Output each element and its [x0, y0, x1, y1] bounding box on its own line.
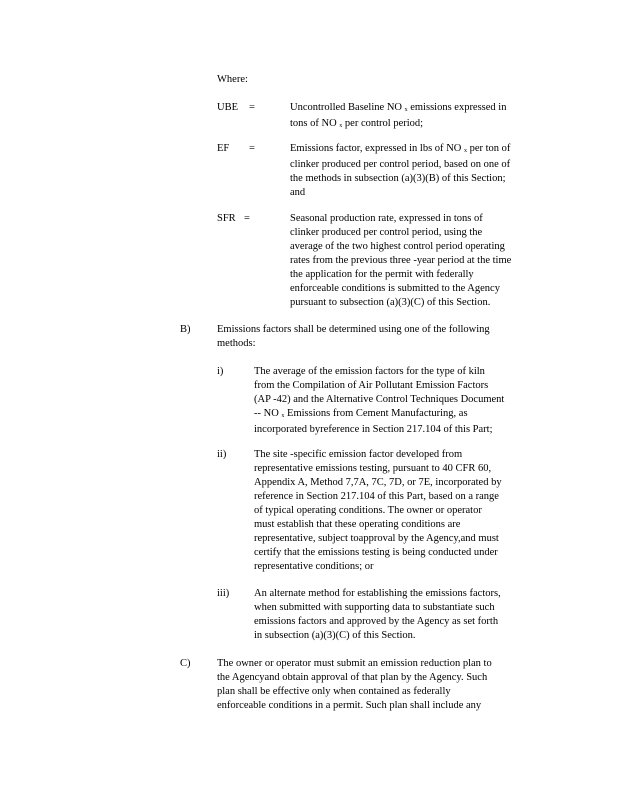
- definition-equals: =: [249, 102, 255, 113]
- definition-line: and: [290, 187, 306, 198]
- paragraph-line: The owner or operator must submit an emission reduction plan to: [217, 658, 492, 669]
- definition-equals: =: [249, 143, 255, 154]
- definition-term-sfr: SFR: [217, 213, 236, 224]
- definition-line: the methods in subsection (a)(3)(B) of this Section;: [290, 173, 506, 184]
- definition-line: Emissions factor, expressed in lbs of NO $_x$ per ton of: [290, 143, 511, 154]
- item-iii-label: iii): [217, 588, 230, 599]
- paragraph-line: in subsection (a)(3)(C) of this Section.: [254, 630, 416, 641]
- section-c-label: C): [180, 658, 191, 669]
- item-ii-label: ii): [217, 449, 227, 460]
- paragraph-line: certify that the emissions testing is being conducted under: [254, 547, 498, 558]
- paragraph-line: methods:: [217, 338, 256, 349]
- definition-text-ef: [290, 142, 542, 200]
- paragraph-line: when submitted with supporting data to substantiate such: [254, 602, 495, 613]
- paragraph-line: The site -specific emission factor developed from: [254, 449, 463, 460]
- paragraph-line: Appendix A, Method 7,7A, 7C, 7D, or 7E, incorporated by: [254, 477, 502, 488]
- definition-text-ube: [290, 101, 535, 133]
- definition-line: enforceable conditions is submitted to the Agency: [290, 283, 500, 294]
- paragraph-line: representative emissions testing, pursuant to 40 CFR 60,: [254, 463, 492, 474]
- paragraph-line: The average of the emission factors for the type of kiln: [254, 366, 485, 377]
- definition-line: average of the two highest control period operating: [290, 241, 505, 252]
- paragraph-line: (AP -42) and the Alternative Control Techniques Document: [254, 394, 505, 405]
- definition-term-ef: EF: [217, 143, 230, 154]
- paragraph-line: emissions factors and approved by the Agency as set forth: [254, 616, 499, 627]
- paragraph-line: representative, subject toapproval by the Agency,and must: [254, 533, 499, 544]
- definition-text-sfr: [290, 212, 540, 310]
- section-b-text: [217, 323, 527, 351]
- paragraph-line: the Agencyand obtain approval of that plan by the Agency. Such: [217, 672, 488, 683]
- paragraph-line: of typical operating conditions. The owner or operator: [254, 505, 482, 516]
- paragraph-line: must establish that these operating conditions are: [254, 519, 461, 530]
- item-i-text: [254, 365, 534, 437]
- definition-line: pursuant to subsection (a)(3)(C) of this Section.: [290, 297, 491, 308]
- definition-line: clinker produced per control period, based on one of: [290, 159, 511, 170]
- paragraph-line: plan shall be effective only when contained as federally: [217, 686, 451, 697]
- section-c-text: [217, 657, 533, 713]
- paragraph-line: -- NO $_x$ Emissions from Cement Manufacturing, as: [254, 408, 468, 419]
- definition-line: Seasonal production rate, expressed in tons of: [290, 213, 483, 224]
- paragraph-line: reference in Section 217.104 of this Part, based on a range: [254, 491, 499, 502]
- paragraph-line: enforceable conditions in a permit. Such plan shall include any: [217, 700, 482, 711]
- item-i-label: i): [217, 366, 224, 377]
- definition-line: rates from the previous three -year period at the time: [290, 255, 512, 266]
- paragraph-line: An alternate method for establishing the emissions factors,: [254, 588, 501, 599]
- section-b-label: B): [180, 324, 191, 335]
- item-ii-text: [254, 448, 539, 574]
- definition-line: tons of NO $_x$ per control period;: [290, 118, 424, 129]
- paragraph-line: from the Compilation of Air Pollutant Emission Factors: [254, 380, 489, 391]
- where-label: Where:: [217, 74, 248, 85]
- definition-line: Uncontrolled Baseline NO $_x$ emissions expressed in: [290, 102, 507, 113]
- definition-equals: =: [244, 213, 250, 224]
- definition-line: clinker produced per control period, using the: [290, 227, 483, 238]
- paragraph-line: Emissions factors shall be determined using one of the following: [217, 324, 490, 335]
- definition-line: the application for the permit with federally: [290, 269, 474, 280]
- paragraph-line: incorporated byreference in Section 217.104 of this Part;: [254, 424, 493, 435]
- item-iii-text: [254, 587, 532, 643]
- definition-term-ube: UBE: [217, 102, 238, 113]
- paragraph-line: representative conditions; or: [254, 561, 374, 572]
